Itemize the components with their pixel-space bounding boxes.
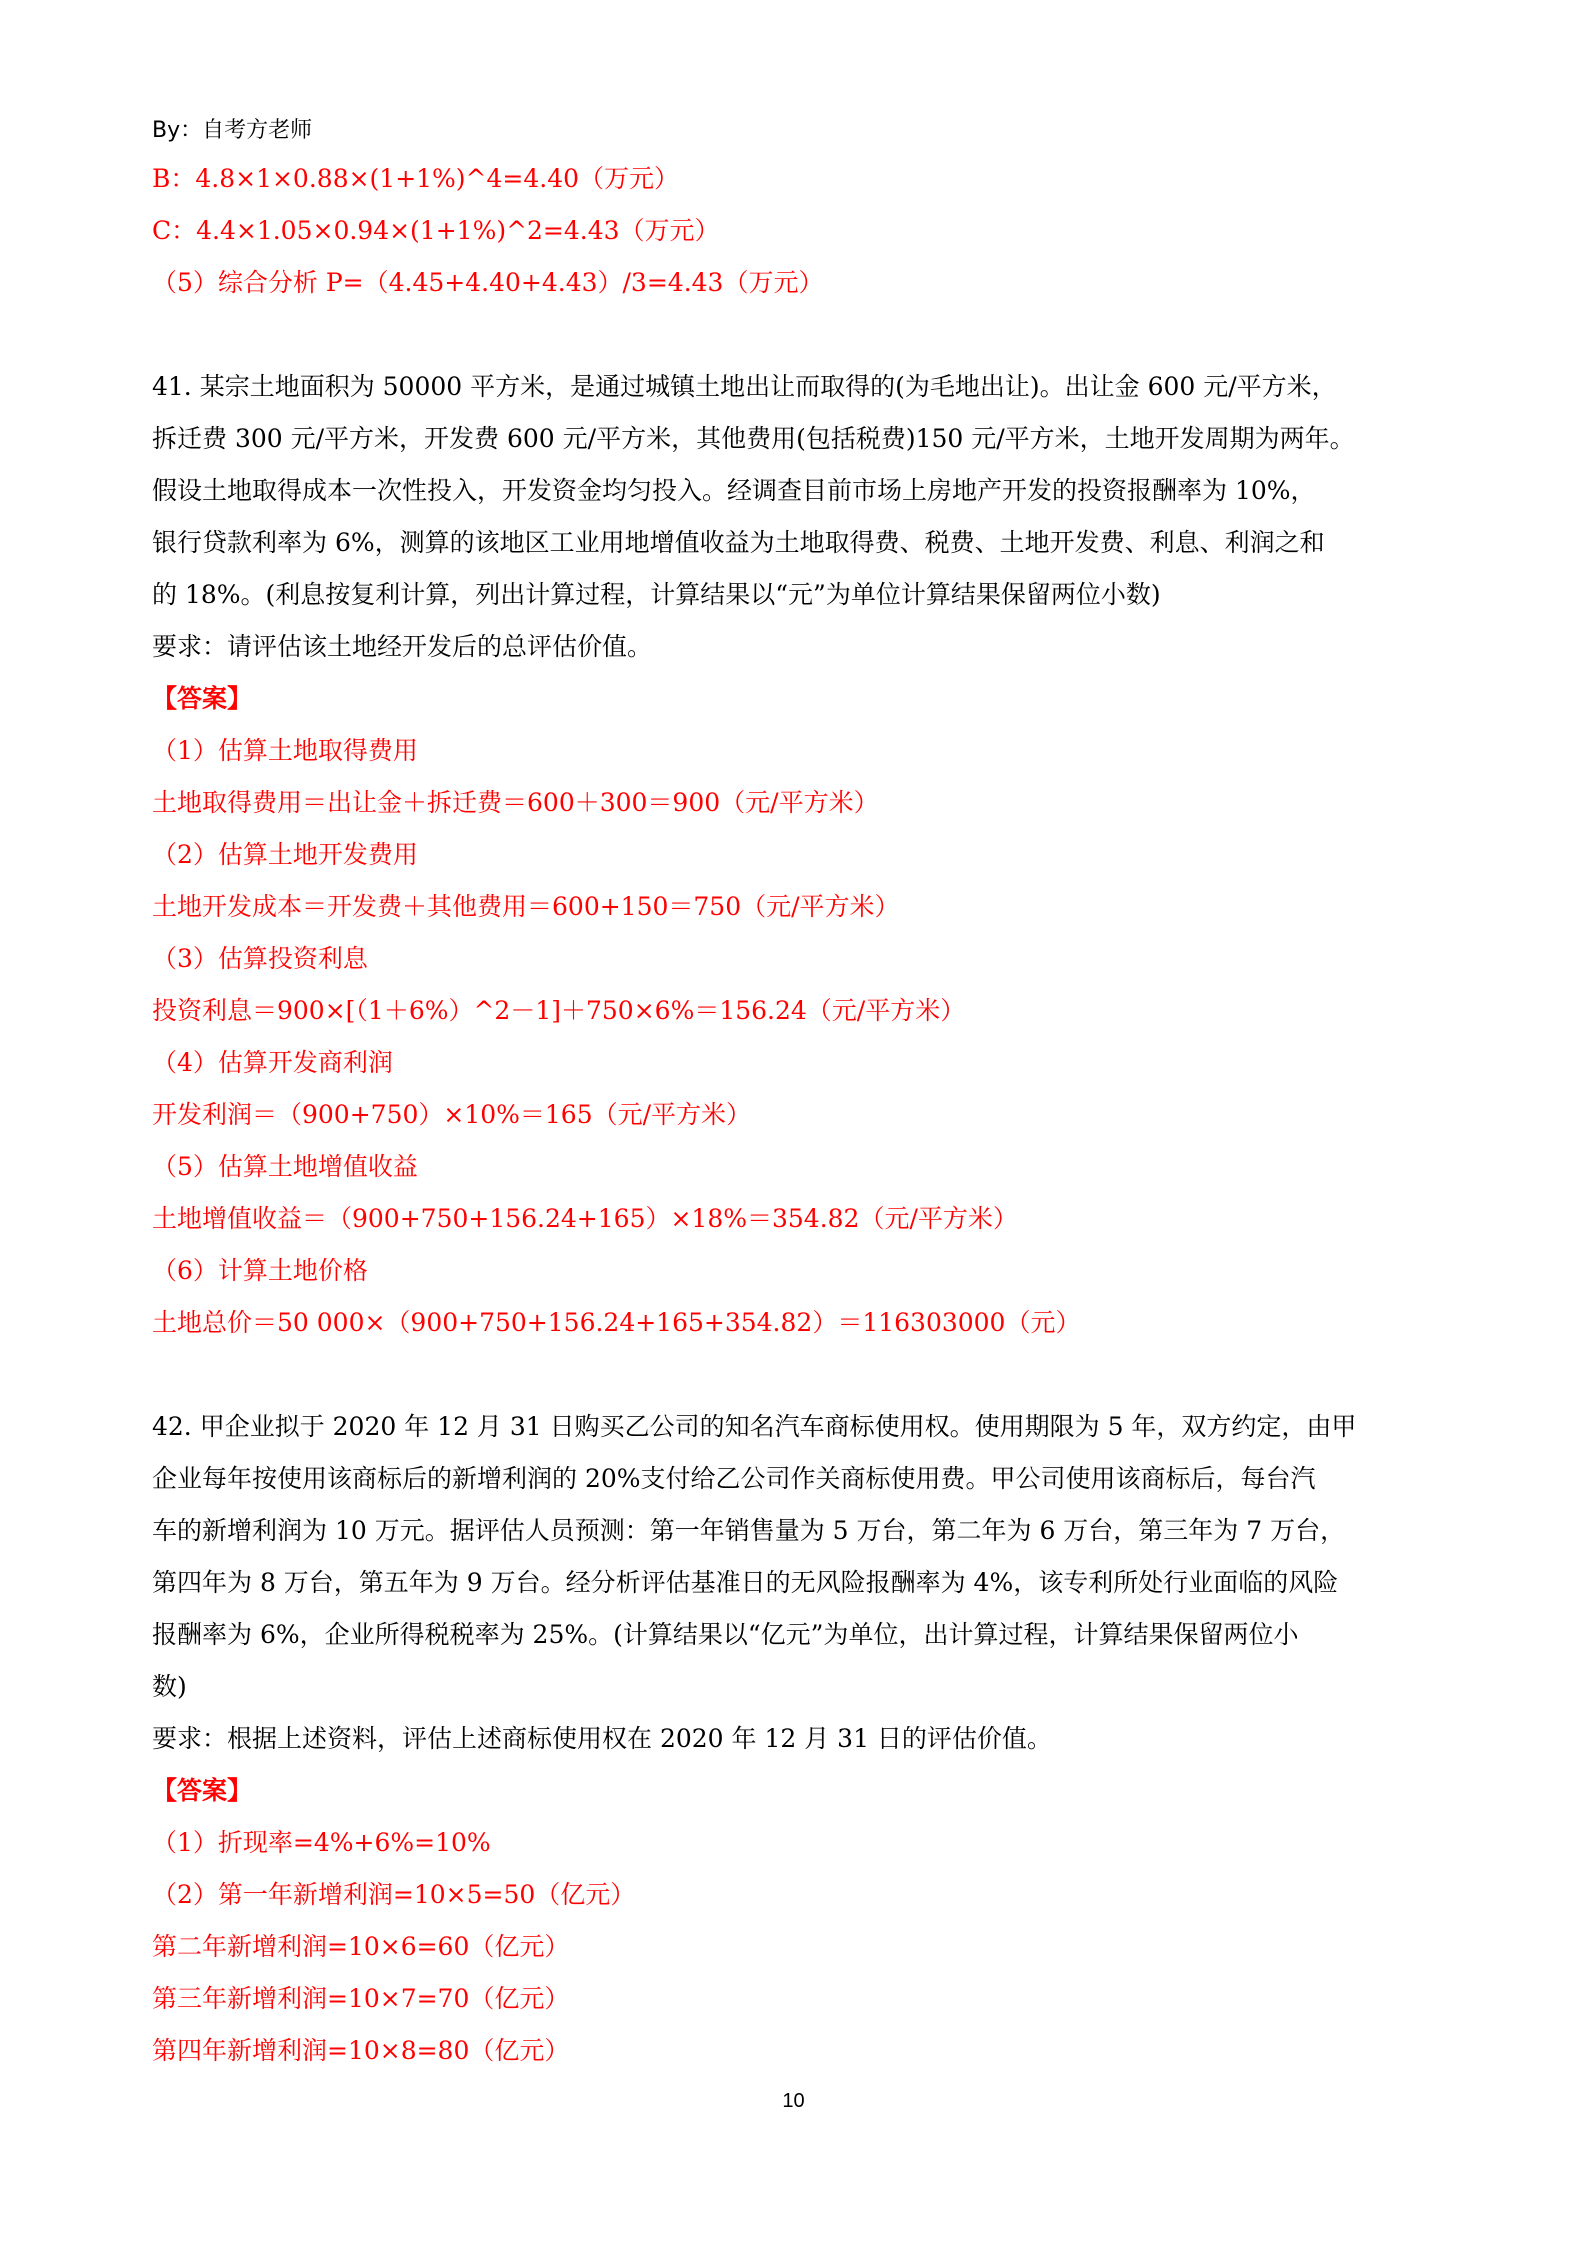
q41-answer-line: 土地增值收益＝（900+750+156.24+165）×18%＝354.82（元/平方米） [152,1204,1018,1233]
q41-stem-line: 拆迁费 300 元/平方米，开发费 600 元/平方米，其他费用(包括税费)150 元/平方米，土地开发周期为两年。 [152,424,1355,453]
q41-answer-line: 土地开发成本＝开发费＋其他费用＝600+150＝750（元/平方米） [152,892,900,921]
q41-answer-line: 土地总价＝50 000×（900+750+156.24+165+354.82）＝116303000（元） [152,1308,1081,1337]
q41-answer-line: 开发利润＝（900+750）×10%＝165（元/平方米） [152,1100,752,1129]
prev-answer-line-c: C：4.4×1.05×0.94×(1+1%)^2=4.43（万元） [152,216,720,245]
q42-requirement: 要求：根据上述资料，评估上述商标使用权在 2020 年 12 月 31 日的评估价值。 [152,1724,1052,1753]
q41-answer-line: （6）计算土地价格 [152,1256,368,1285]
prev-answer-line-5: （5）综合分析 P=（4.45+4.40+4.43）/3=4.43（万元） [152,268,824,297]
q41-stem-line: 银行贷款利率为 6%，测算的该地区工业用地增值收益为土地取得费、税费、土地开发费、利息、利润之和 [152,528,1325,557]
q41-answer-line: （1）估算土地取得费用 [152,736,418,765]
q42-answer-line: 第二年新增利润=10×6=60（亿元） [152,1932,570,1961]
q41-answer-label: 【答案】 [152,684,253,713]
q41-requirement: 要求：请评估该土地经开发后的总评估价值。 [152,632,653,661]
q42-answer-line: （2）第一年新增利润=10×5=50（亿元） [152,1880,636,1909]
q42-stem-line: 车的新增利润为 10 万元。据评估人员预测：第一年销售量为 5 万台，第二年为 6 万台，第三年为 7 万台， [152,1516,1346,1545]
page-number: 10 [782,2090,805,2112]
q42-answer-line: （1）折现率=4%+6%=10% [152,1828,491,1857]
q42-stem-line: 数) [152,1672,187,1701]
q41-stem-line: 的 18%。(利息按复利计算，列出计算过程，计算结果以“元”为单位计算结果保留两位小数) [152,580,1161,609]
q42-stem-line: 企业每年按使用该商标后的新增利润的 20%支付给乙公司作关商标使用费。甲公司使用该商标后，每台汽 [152,1464,1316,1493]
q42-answer-label: 【答案】 [152,1776,253,1805]
q42-stem-line: 第四年为 8 万台，第五年为 9 万台。经分析评估基准日的无风险报酬率为 4%，该专利所处行业面临的风险 [152,1568,1339,1597]
q41-stem-line: 假设土地取得成本一次性投入，开发资金均匀投入。经调查目前市场上房地产开发的投资报酬率为 10%， [152,476,1316,505]
q41-stem-line: 41. 某宗土地面积为 50000 平方米，是通过城镇土地出让而取得的(为毛地出让)。出让金 600 元/平方米， [152,372,1337,401]
q42-answer-line: 第四年新增利润=10×8=80（亿元） [152,2036,570,2065]
q42-answer-line: 第三年新增利润=10×7=70（亿元） [152,1984,570,2013]
q41-answer-line: 投资利息＝900×[（1＋6%）^2－1]＋750×6%＝156.24（元/平方米） [152,996,966,1025]
author-line: By：自考方老师 [152,118,313,143]
q42-stem-line: 报酬率为 6%，企业所得税税率为 25%。(计算结果以“亿元”为单位，出计算过程，计算结果保留两位小 [152,1620,1299,1649]
q41-answer-line: （3）估算投资利息 [152,944,368,973]
q41-answer-line: （2）估算土地开发费用 [152,840,418,869]
prev-answer-line-b: B：4.8×1×0.88×(1+1%)^4=4.40（万元） [152,164,680,193]
q41-answer-line: 土地取得费用＝出让金＋拆迁费＝600＋300＝900（元/平方米） [152,788,879,817]
q41-answer-line: （4）估算开发商利润 [152,1048,393,1077]
q41-answer-line: （5）估算土地增值收益 [152,1152,418,1181]
q42-stem-line: 42. 甲企业拟于 2020 年 12 月 31 日购买乙公司的知名汽车商标使用权。使用期限为 5 年，双方约定，由甲 [152,1412,1357,1441]
